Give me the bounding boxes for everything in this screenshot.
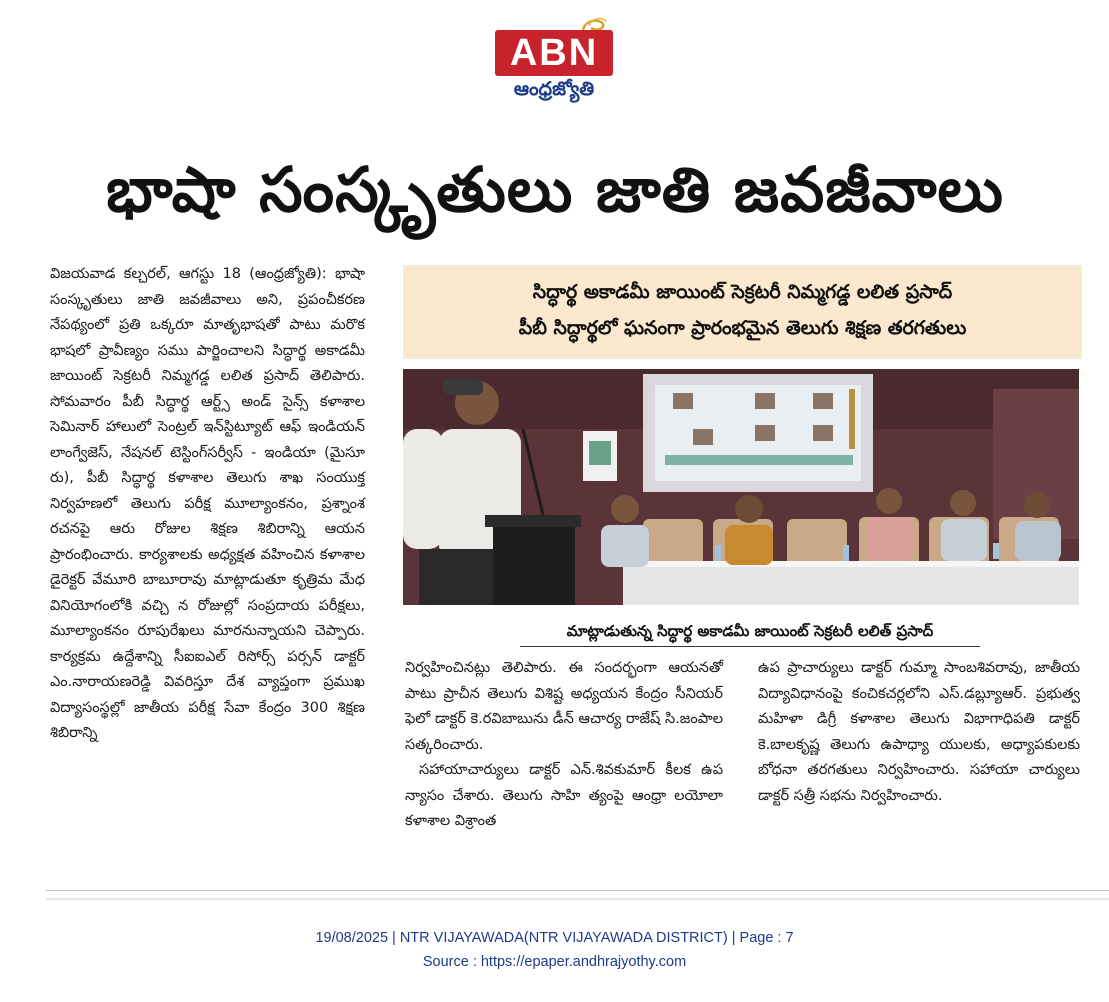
- abn-andhrajyothy-logo: [495, 12, 615, 102]
- logo-subtitle: ఆంధ్రజ్యోతి: [513, 78, 595, 100]
- article-paragraph: ఉప ప్రాచార్యులు డాక్టర్ గుమ్మా సాంబశివరావు, జాతీయ విద్యావిధానంపై కంచికచర్లలోని ఎస్.డబ్ల్యూఆర్. ప్రభుత్వ మహిళా డిగ్రీ కళాశాల తెలుగు విభాగాధిపతి డాక్టర్ కె.బాలకృష్ణ తెలుగు ఉపాధ్యా యులకు, అధ్యాపకులకు బోధనా తరగతులు నిర్వహించారు. సహాయా చార్యులు డాక్టర్ సత్రీ సభను నిర్వహించారు.: [758, 660, 1080, 804]
- footer-source: Source : https://epaper.andhrajyothy.com: [422, 954, 687, 970]
- headline: భాషా సంస్కృతులు జాతి జవజీవాలు: [106, 153, 1004, 226]
- article-column-right: [758, 656, 1080, 809]
- subhead-line-1: సిద్ధార్థ అకాడమీ జాయింట్ సెక్రటరీ నిమ్మగడ్డ లలిత ప్రసాద్: [532, 281, 953, 303]
- article-bottom-shadow: [46, 898, 1109, 900]
- logo-letters: ABN: [509, 32, 599, 74]
- subhead-box: [403, 265, 1082, 359]
- event-photo: [403, 369, 1079, 605]
- article-paragraph: విజయవాడ కల్చరల్, ఆగస్టు 18 (ఆంధ్రజ్యోతి): భాషా సంస్కృతులు జాతి జవజీవాలు అని, ప్రపంచీకరణ నేపథ్యంలో ప్రతి ఒక్కరూ మాతృభాషతో పాటు మరొక భాషలో ప్రావీణ్యం సము పార్జించాలని సిద్ధార్థ అకాడమీ జాయింట్ సెక్రటరీ నిమ్మగడ్డ లలిత ప్రసాద్ తెలిపారు. సోమవారం పీబీ సిద్ధార్థ ఆర్ట్స్ అండ్ సైన్స్ కళాశాల సెమినార్ హాలులో సెంట్రల్ ఇన్‌స్టిట్యూట్ ఆఫ్ ఇండియన్ లాంగ్వేజెస్, నేషనల్ టెస్టింగ్‌సర్వీస్ - ఇండియా (మైసూ రు), పీబీ సిద్ధార్థ కళాశాల తెలుగు శాఖ సంయుక్త నిర్వహణలో తెలుగు పరీక్ష మూల్యాంకనం, ప్రశ్నాంశ రచనపై ఆరు రోజుల శిక్షణ శిబిరాన్ని ఆయన ప్రారంభించారు. కార్యశాలకు అధ్యక్షత వహించిన కళాశాల డైరెక్టర్ వేమూరి బాబూరావు మాట్లాడుతూ కృత్రిమ మేధ వినియోగంలోకి వచ్చి న రోజుల్లో సంప్రదాయ పరీక్షలు, మూల్యాంకనం రూపురేఖలు మారనున్నాయని చెప్పారు. కార్యక్రమ ఉద్దేశాన్ని సీఐఐఎల్ రిసోర్స్ పర్సన్ డాక్టర్ ఎం.నారాయణరెడ్డి వివరిస్తూ దేశ వ్యాప్తంగా ప్రముఖ విద్యాసంస్థల్లో జాతీయ పరీక్ష సేవా కేంద్రం 300 శిక్షణ శిబిరాన్ని: [50, 266, 365, 741]
- article-bottom-border: [46, 890, 1109, 891]
- article-column-middle: [405, 656, 723, 835]
- article-column-left: [50, 262, 365, 747]
- caption-divider: [520, 646, 980, 647]
- footer-date-edition: 19/08/2025 | NTR VIJAYAWADA(NTR VIJAYAWADA DISTRICT) | Page : 7: [315, 930, 794, 946]
- article-paragraph: సహాయాచార్యులు డాక్టర్ ఎన్.శివకుమార్ కీలక ఉప న్యాసం చేశారు. తెలుగు సాహి త్యంపై ఆంధ్రా లయోలా కళాశాల విశ్రాంత: [405, 762, 723, 829]
- article-paragraph: నిర్వహించినట్లు తెలిపారు. ఈ సందర్భంగా ఆయనతో పాటు ప్రాచీన తెలుగు విశిష్ట అధ్యయన కేంద్రం సీనియర్ ఫెలో డాక్టర్ కె.రవిబాబును డీన్ ఆచార్య రాజేష్ సి.జంపాల సత్కరించారు.: [405, 660, 723, 753]
- subhead-line-2: పీబీ సిద్ధార్థలో ఘనంగా ప్రారంభమైన తెలుగు శిక్షణ తరగతులు: [518, 317, 967, 339]
- photo-caption: మాట్లాడుతున్న సిద్ధార్థ అకాడమీ జాయింట్ సెక్రటరీ లలిత్ ప్రసాద్: [566, 622, 934, 640]
